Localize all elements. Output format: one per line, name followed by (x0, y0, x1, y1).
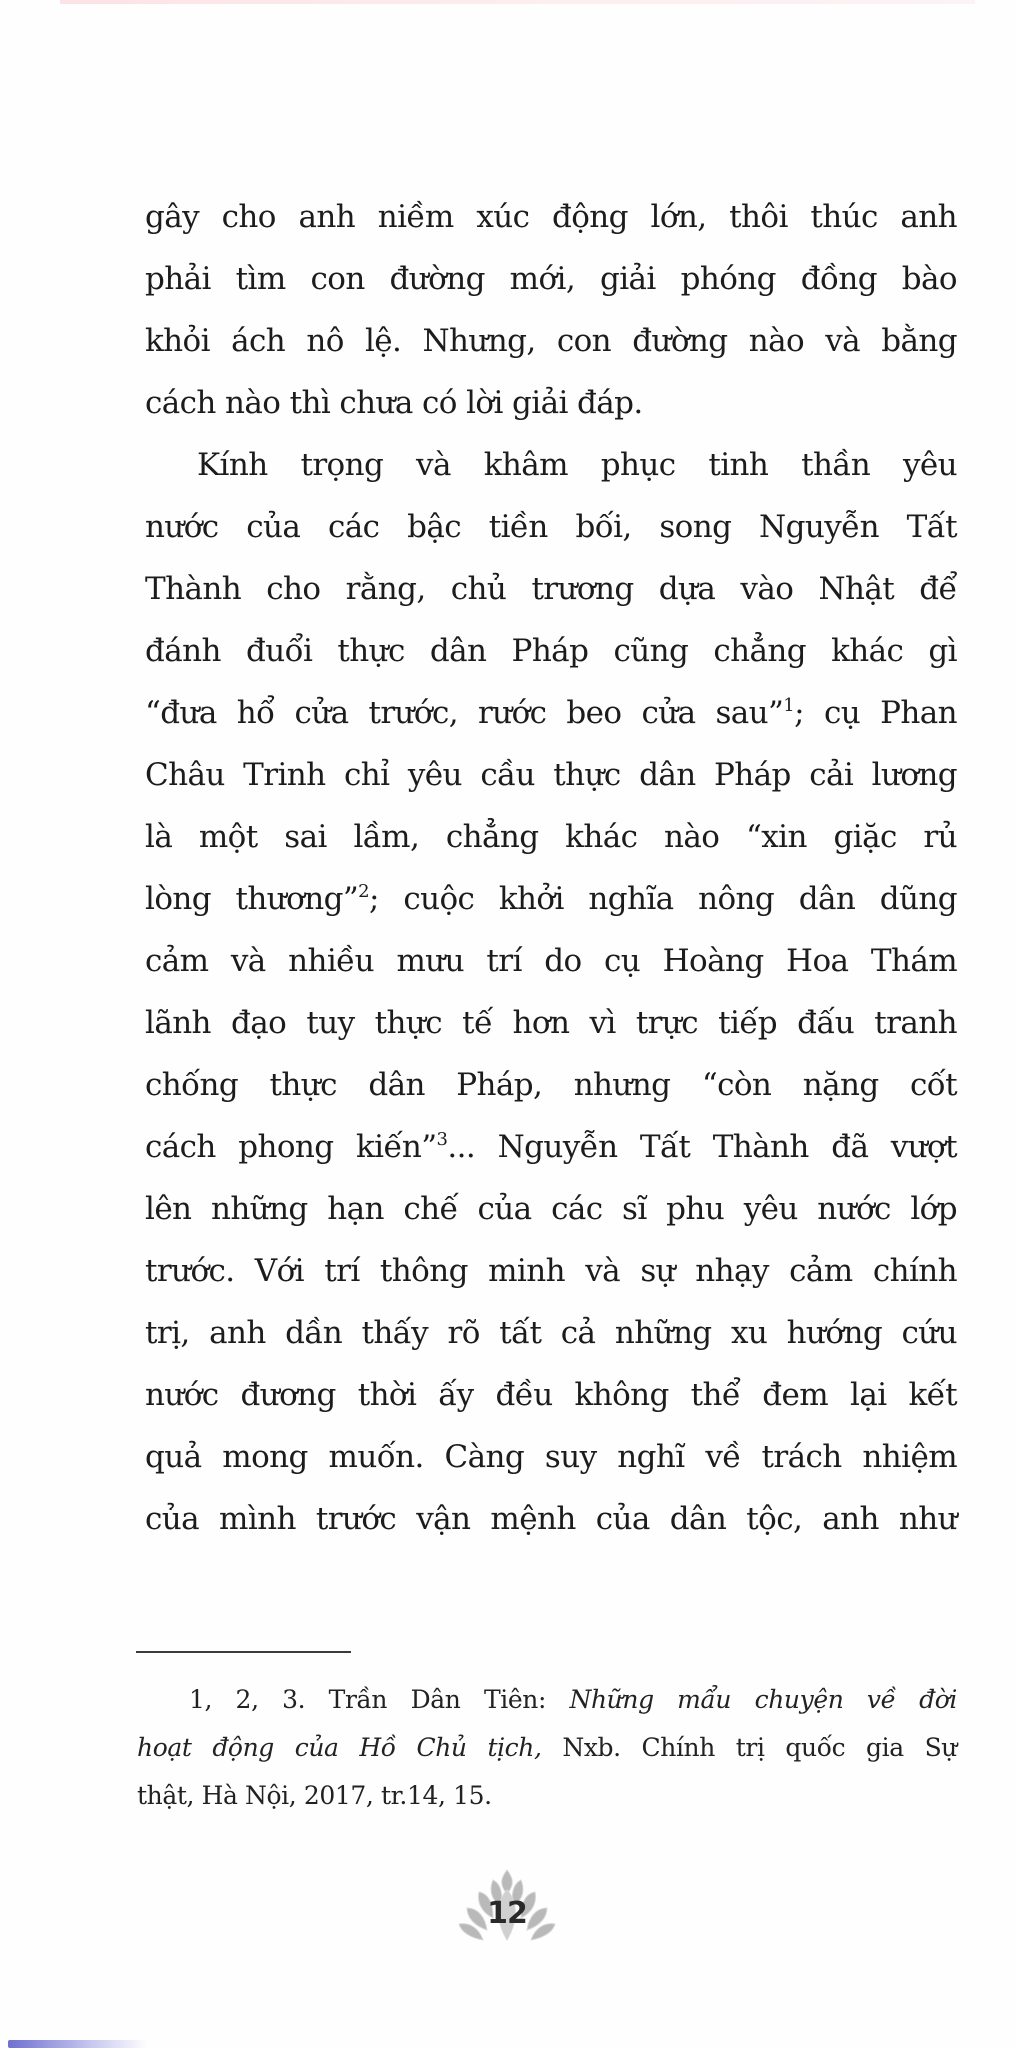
body-line: Châu Trinh chỉ yêu cầu thực dân Pháp cải lương (145, 757, 957, 793)
quote-text: “đưa hổ cửa trước, rước beo cửa sau” (145, 695, 784, 731)
body-line-paragraph-start: Kính trọng và khâm phục tinh thần yêu (197, 447, 957, 483)
body-line: Thành cho rằng, chủ trương dựa vào Nhật để (145, 571, 957, 607)
body-line: lên những hạn chế của các sĩ phu yêu nước lớp (145, 1191, 957, 1227)
body-line: trị, anh dần thấy rõ tất cả những xu hướng cứu (145, 1315, 957, 1351)
page-top-edge (60, 0, 975, 4)
footnote-line: thật, Hà Nội, 2017, tr.14, 15. (137, 1781, 492, 1810)
page-number: 12 (487, 1896, 527, 1931)
body-line: lãnh đạo tuy thực tế hơn vì trực tiếp đấu tranh (145, 1005, 957, 1041)
body-line: chống thực dân Pháp, nhưng “còn nặng cốt (145, 1067, 957, 1103)
body-text (145, 186, 957, 1550)
body-line: của mình trước vận mệnh của dân tộc, anh như (145, 1501, 957, 1537)
body-line: cảm và nhiều mưu trí do cụ Hoàng Hoa Thám (145, 943, 957, 979)
page-number-ornament (457, 1868, 557, 1948)
scan-edge-shadow (8, 2040, 148, 2048)
footnote-line (137, 1724, 957, 1772)
body-line: quả mong muốn. Càng suy nghĩ về trách nhiệm (145, 1439, 957, 1475)
footnote-title: Những mẩu chuyện về đời (569, 1685, 957, 1714)
footnote-line (137, 1676, 957, 1724)
footnote-ref-1: 1 (783, 695, 795, 716)
body-line: đánh đuổi thực dân Pháp cũng chẳng khác gì (145, 633, 957, 669)
body-line: nước của các bậc tiền bối, song Nguyễn Tất (145, 509, 957, 545)
body-line: là một sai lầm, chẳng khác nào “xin giặc rủ (145, 819, 957, 855)
line-tail: ; cụ Phan (794, 695, 957, 731)
footnote-ref-2: 2 (358, 881, 369, 902)
line-tail: ... Nguyễn Tất Thành đã vượt (447, 1129, 957, 1165)
footnote-title: hoạt động của Hồ Chủ tịch, (137, 1733, 542, 1762)
body-line: gây cho anh niềm xúc động lớn, thôi thúc anh (145, 199, 957, 235)
body-line (145, 868, 957, 930)
footnote-publisher: Nxb. Chính trị quốc gia Sự (541, 1733, 958, 1762)
body-line: nước đương thời ấy đều không thể đem lại kết (145, 1377, 957, 1413)
footnote (137, 1676, 957, 1820)
body-line: trước. Với trí thông minh và sự nhạy cảm chính (145, 1253, 957, 1289)
quote-text: cách phong kiến” (145, 1129, 437, 1165)
footnote-separator (136, 1651, 351, 1653)
quote-text: lòng thương” (145, 881, 359, 917)
body-line: phải tìm con đường mới, giải phóng đồng bào (145, 261, 957, 297)
footnote-prefix: 1, 2, 3. Trần Dân Tiên: (189, 1685, 570, 1714)
line-tail: ; cuộc khởi nghĩa nông dân dũng (368, 881, 957, 917)
body-line: cách nào thì chưa có lời giải đáp. (145, 385, 643, 421)
body-line (145, 1116, 957, 1178)
body-line (145, 682, 957, 744)
footnote-ref-3: 3 (436, 1129, 448, 1150)
body-line: khỏi ách nô lệ. Nhưng, con đường nào và bằng (145, 323, 957, 359)
